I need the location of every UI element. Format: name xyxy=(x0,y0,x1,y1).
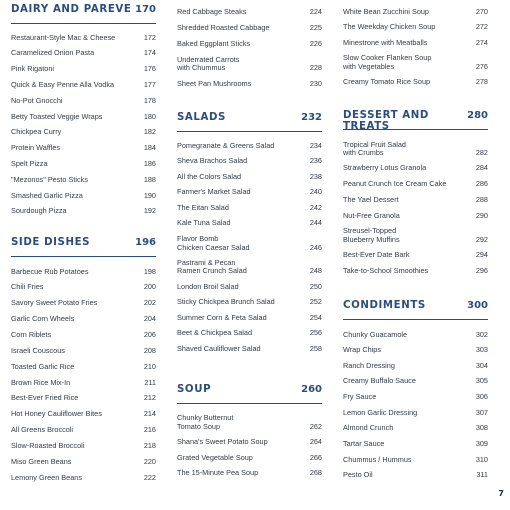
index-entry xyxy=(177,154,322,170)
recipe-page-number: 254 xyxy=(309,312,322,322)
section-dairy-and-pareve xyxy=(11,4,156,220)
index-entry xyxy=(343,4,488,20)
index-entry xyxy=(343,208,488,224)
recipe-title: All the Colors Salad xyxy=(177,171,242,181)
recipe-page-number: 311 xyxy=(476,470,488,480)
recipe-page-number: 309 xyxy=(475,439,488,448)
index-entry xyxy=(343,452,488,468)
recipe-title: Summer Corn & Feta Salad xyxy=(177,312,267,322)
recipe-title: No-Pot Gnocchi xyxy=(11,95,63,105)
section-header xyxy=(177,384,322,404)
recipe-page-number: 177 xyxy=(143,79,156,89)
index-entry xyxy=(177,185,322,201)
recipe-title: Chunky Guacamole xyxy=(343,329,408,339)
section-dessert-and-treats xyxy=(343,110,488,279)
section-header xyxy=(343,300,488,320)
section-soup xyxy=(177,384,322,482)
recipe-page-number: 270 xyxy=(475,6,488,16)
recipe-page-number: 306 xyxy=(475,392,488,402)
recipe-page-number: 212 xyxy=(143,393,156,403)
index-entry xyxy=(11,375,156,391)
recipe-page-number: 226 xyxy=(309,38,322,48)
recipe-page-number: 284 xyxy=(475,163,488,173)
index-entry xyxy=(11,454,156,470)
index-entry xyxy=(343,192,488,208)
recipe-page-number: 292 xyxy=(475,234,488,244)
index-entry xyxy=(11,264,156,280)
section-page-number: 196 xyxy=(135,237,156,248)
index-entry xyxy=(177,200,322,216)
section-page-number: 232 xyxy=(301,112,322,123)
recipe-page-number: 266 xyxy=(309,452,322,462)
recipe-page-number: 230 xyxy=(309,78,322,88)
recipe-title: Baked Eggplant Sticks xyxy=(177,38,251,48)
index-entry xyxy=(11,30,156,46)
recipe-page-number: 258 xyxy=(309,344,322,354)
recipe-title-line-2: Blueberry Muffins xyxy=(343,234,400,244)
section-salads xyxy=(177,112,322,357)
recipe-title: Shaved Cauliflower Salad xyxy=(177,344,261,354)
recipe-title: White Bean Zucchini Soup xyxy=(343,6,429,16)
index-entry xyxy=(11,125,156,141)
section-page-number: 170 xyxy=(135,4,156,15)
recipe-page-number: 272 xyxy=(475,22,488,32)
index-entry xyxy=(343,263,488,279)
recipe-title: Pomegranate & Greens Salad xyxy=(177,140,275,150)
recipe-title: Pink Rigatoni xyxy=(11,64,54,74)
recipe-page-number: 296 xyxy=(475,265,488,275)
recipe-title: Quick & Easy Penne Alla Vodka xyxy=(11,79,115,89)
index-entry xyxy=(177,295,322,311)
recipe-title: Shana's Sweet Potato Soup xyxy=(177,437,268,447)
section-soup-continued xyxy=(343,4,488,90)
recipe-page-number: 200 xyxy=(143,282,156,292)
index-entry xyxy=(11,438,156,454)
recipe-title: The Weekday Chicken Soup xyxy=(343,22,436,32)
section-title: SOUP xyxy=(177,384,212,395)
recipe-title: Chili Fries xyxy=(11,282,44,292)
recipe-title: Ranch Dressing xyxy=(343,360,395,370)
recipe-title: Red Cabbage Steaks xyxy=(177,6,247,16)
recipe-page-number: 182 xyxy=(143,127,156,137)
index-entry xyxy=(343,75,488,91)
recipe-title-line-1: Pastrami & Pecan xyxy=(177,257,236,267)
index-entry xyxy=(177,4,322,20)
recipe-title xyxy=(177,235,306,255)
index-entry xyxy=(343,137,488,161)
index-entry xyxy=(343,436,488,452)
recipe-title-line-2: Chicken Caesar Salad xyxy=(177,242,250,252)
recipe-title xyxy=(343,54,472,74)
index-entry xyxy=(343,390,488,406)
index-entry xyxy=(177,255,322,279)
index-entry xyxy=(177,76,322,92)
recipe-title: Corn Riblets xyxy=(11,330,52,339)
recipe-title-line-1: Tropical Fruit Salad xyxy=(343,139,406,149)
recipe-title: Strawberry Lotus Granola xyxy=(343,163,427,173)
recipe-page-number: 188 xyxy=(143,174,156,184)
index-entry xyxy=(11,312,156,328)
index-entry xyxy=(343,35,488,51)
recipe-page-number: 228 xyxy=(309,63,322,73)
section-vegetables-continued xyxy=(177,4,322,92)
recipe-page-number: 180 xyxy=(143,111,156,121)
index-entry xyxy=(177,232,322,256)
section-title: DESSERT AND TREATS xyxy=(343,110,429,132)
recipe-title: The 15-Minute Pea Soup xyxy=(177,468,259,478)
recipe-title: Betty Toasted Veggie Wraps xyxy=(11,111,103,121)
section-title: DAIRY AND PAREVE xyxy=(11,4,132,15)
index-entry xyxy=(11,156,156,172)
recipe-page-number: 204 xyxy=(143,314,156,324)
recipe-title: Sticky Chickpea Brunch Salad xyxy=(177,297,275,307)
section-page-number: 300 xyxy=(467,300,488,311)
recipe-page-number: 307 xyxy=(475,407,488,417)
page-number: 7 xyxy=(498,489,504,498)
recipe-page-number: 222 xyxy=(143,472,156,482)
recipe-page-number: 304 xyxy=(475,360,488,370)
recipe-page-number: 210 xyxy=(143,361,156,371)
index-entry xyxy=(343,374,488,390)
recipe-title: Grated Vegetable Soup xyxy=(177,452,253,462)
index-entry xyxy=(11,204,156,220)
section-title: CONDIMENTS xyxy=(343,300,426,311)
index-entry xyxy=(11,391,156,407)
recipe-title: Israeli Couscous xyxy=(11,345,65,355)
index-entry xyxy=(11,407,156,423)
index-entry xyxy=(11,172,156,188)
recipe-page-number: 305 xyxy=(475,376,488,386)
recipe-title: Chummus / Hummus xyxy=(343,454,412,464)
recipe-page-number: 216 xyxy=(143,425,156,435)
recipe-title: Lemony Green Beans xyxy=(11,472,82,482)
recipe-title: Slow-Roasted Broccoli xyxy=(11,440,85,450)
recipe-page-number: 248 xyxy=(309,266,322,276)
recipe-title: The Eitan Salad xyxy=(177,202,229,212)
section-page-number: 260 xyxy=(301,384,322,395)
recipe-title: Barbecue Rub Potatoes xyxy=(11,266,89,276)
index-entry xyxy=(177,169,322,185)
recipe-title: Creamy Tomato Rice Soup xyxy=(343,77,431,87)
recipe-title-line-2: with Chummus xyxy=(177,63,226,73)
recipe-title: Best-Ever Date Bark xyxy=(343,250,410,260)
recipe-title: Almond Crunch xyxy=(343,423,394,433)
recipe-title xyxy=(343,141,472,161)
recipe-page-number: 294 xyxy=(475,250,488,260)
recipe-title: Best-Ever Fried Rice xyxy=(11,393,79,403)
section-header xyxy=(11,237,156,257)
index-entry xyxy=(177,279,322,295)
recipe-title: Minestrone with Meatballs xyxy=(343,37,428,47)
recipe-title-line-2: with Crumbs xyxy=(343,148,384,158)
recipe-title: Hot Honey Cauliflower Bites xyxy=(11,409,102,419)
recipe-page-number: 278 xyxy=(475,77,488,87)
recipe-page-number: 310 xyxy=(475,454,488,464)
recipe-title: Protein Waffles xyxy=(11,143,61,153)
recipe-title xyxy=(343,227,472,247)
index-entry xyxy=(343,177,488,193)
index-entry xyxy=(11,46,156,62)
recipe-title: Lemon Garlic Dressing xyxy=(343,407,418,417)
index-entry xyxy=(343,327,488,343)
recipe-title: Pesto Oil xyxy=(343,470,373,480)
index-entry xyxy=(11,141,156,157)
index-entry xyxy=(177,216,322,232)
recipe-title-line-2: Tomato Soup xyxy=(177,422,220,432)
recipe-page-number: 198 xyxy=(143,266,156,276)
recipe-page-number: 211 xyxy=(144,377,156,387)
recipe-title-line-2: Ramen Crunch Salad xyxy=(177,266,247,276)
index-entry xyxy=(177,450,322,466)
recipe-page-number: 218 xyxy=(143,440,156,450)
index-entry xyxy=(177,20,322,36)
recipe-title-line-2: with Vegetables xyxy=(343,61,395,71)
section-title: SIDE DISHES xyxy=(11,237,91,248)
recipe-page-number: 202 xyxy=(143,298,156,308)
recipe-page-number: 238 xyxy=(309,171,322,181)
index-entry xyxy=(177,310,322,326)
recipe-title: London Broil Salad xyxy=(177,281,239,291)
recipe-page-number: 308 xyxy=(475,423,488,433)
recipe-title: Beet & Chickpea Salad xyxy=(177,328,253,338)
recipe-title: "Mezonos" Pesto Sticks xyxy=(11,174,88,184)
recipe-title: Take-to-School Smoothies xyxy=(343,265,429,275)
recipe-page-number: 176 xyxy=(143,64,156,74)
recipe-title: Shredded Roasted Cabbage xyxy=(177,22,270,32)
recipe-page-number: 252 xyxy=(309,297,322,307)
recipe-title: Smashed Garlic Pizza xyxy=(11,190,83,200)
recipe-title: Restaurant-Style Mac & Cheese xyxy=(11,32,116,42)
recipe-title xyxy=(177,259,306,279)
recipe-page-number: 220 xyxy=(143,456,156,466)
recipe-page-number: 178 xyxy=(143,95,156,105)
index-entry xyxy=(343,248,488,264)
recipe-title: Peanut Crunch Ice Cream Cake xyxy=(343,179,447,189)
recipe-title: Creamy Buffalo Sauce xyxy=(343,376,416,386)
index-entry xyxy=(11,93,156,109)
recipe-page-number: 256 xyxy=(309,328,322,338)
recipe-title xyxy=(177,56,306,76)
index-entry xyxy=(343,343,488,359)
recipe-page-number: 234 xyxy=(309,140,322,150)
recipe-title-line-1: Streusel-Topped xyxy=(343,226,397,236)
recipe-page-number: 186 xyxy=(143,158,156,168)
recipe-title: Spelt Pizza xyxy=(11,158,48,168)
index-entry xyxy=(11,188,156,204)
section-title: SALADS xyxy=(177,112,226,123)
recipe-page-number: 288 xyxy=(475,194,488,204)
recipe-page-number: 172 xyxy=(143,32,156,42)
recipe-title-line-1: Flavor Bomb xyxy=(177,233,219,243)
recipe-title: Savory Sweet Potato Fries xyxy=(11,298,98,308)
recipe-title: All Greens Broccoli xyxy=(11,425,74,435)
index-entry xyxy=(177,326,322,342)
index-entry xyxy=(177,36,322,52)
index-entry xyxy=(343,358,488,374)
recipe-page-number: 286 xyxy=(475,179,488,189)
index-entry xyxy=(177,52,322,76)
section-header xyxy=(11,4,156,24)
index-entry xyxy=(343,20,488,36)
index-entry xyxy=(11,280,156,296)
recipe-page-number: 190 xyxy=(143,190,156,200)
section-side-dishes xyxy=(11,237,156,486)
recipe-page-number: 242 xyxy=(309,202,322,212)
recipe-page-number: 274 xyxy=(475,37,488,47)
recipe-title: Brown Rice Mix-In xyxy=(11,377,71,387)
recipe-page-number: 290 xyxy=(475,210,488,220)
index-entry xyxy=(11,470,156,486)
index-entry xyxy=(343,468,488,484)
recipe-page-number: 276 xyxy=(475,61,488,71)
recipe-title-line-1: Underrated Carrots xyxy=(177,54,240,64)
recipe-title: Miso Green Beans xyxy=(11,456,72,466)
recipe-title: Caramelized Onion Pasta xyxy=(11,48,95,58)
recipe-title-line-1: Chunky Butternut xyxy=(177,413,234,423)
recipe-page-number: 225 xyxy=(309,22,322,32)
index-entry xyxy=(11,77,156,93)
index-entry xyxy=(177,138,322,154)
recipe-title: Sourdough Pizza xyxy=(11,206,67,216)
recipe-page-number: 240 xyxy=(309,187,322,197)
index-entry xyxy=(11,359,156,375)
recipe-page-number: 192 xyxy=(143,206,156,216)
section-header xyxy=(343,110,488,130)
section-condiments xyxy=(343,300,488,483)
index-entry xyxy=(11,62,156,78)
index-entry xyxy=(11,327,156,343)
index-entry xyxy=(11,422,156,438)
recipe-page-number: 208 xyxy=(143,345,156,355)
index-entry xyxy=(11,343,156,359)
index-entry xyxy=(343,224,488,248)
recipe-page-number: 244 xyxy=(309,218,322,228)
recipe-title: Nut-Free Granola xyxy=(343,210,400,220)
recipe-title: Sheet Pan Mushrooms xyxy=(177,78,252,88)
recipe-page-number: 302 xyxy=(475,329,488,339)
recipe-title: Garlic Corn Wheels xyxy=(11,314,75,324)
section-header xyxy=(177,112,322,132)
recipe-page-number: 224 xyxy=(309,6,322,16)
recipe-title: Fry Sauce xyxy=(343,392,377,402)
recipe-page-number: 184 xyxy=(143,143,156,153)
recipe-title: Wrap Chips xyxy=(343,345,381,355)
index-entry xyxy=(11,109,156,125)
recipe-page-number: 174 xyxy=(143,48,156,58)
recipe-title: Toasted Garlic Rice xyxy=(11,361,75,371)
index-entry xyxy=(343,421,488,437)
index-entry xyxy=(343,405,488,421)
recipe-title: Farmer's Market Salad xyxy=(177,187,251,197)
index-entry xyxy=(177,411,322,435)
index-entry xyxy=(177,466,322,482)
recipe-page-number: 250 xyxy=(309,281,322,291)
index-entry xyxy=(343,51,488,75)
recipe-page-number: 262 xyxy=(309,422,322,432)
recipe-page-number: 264 xyxy=(309,437,322,447)
recipe-title: The Yael Dessert xyxy=(343,194,399,204)
recipe-page-number: 268 xyxy=(309,468,322,478)
index-entry xyxy=(11,296,156,312)
section-page-number: 280 xyxy=(467,110,488,121)
recipe-page-number: 214 xyxy=(143,409,156,419)
recipe-page-number: 282 xyxy=(475,148,488,158)
recipe-title: Chickpea Curry xyxy=(11,127,62,137)
recipe-page-number: 236 xyxy=(309,156,322,166)
recipe-page-number: 206 xyxy=(143,330,156,339)
index-entry xyxy=(343,161,488,177)
recipe-title-line-1: Slow Cooker Flanken Soup xyxy=(343,53,432,63)
recipe-title xyxy=(177,414,306,434)
recipe-title: Sheva Brachos Salad xyxy=(177,156,248,166)
index-entry xyxy=(177,435,322,451)
recipe-title: Kale Tuna Salad xyxy=(177,218,231,228)
recipe-page-number: 246 xyxy=(309,242,322,252)
index-entry xyxy=(177,342,322,358)
recipe-title: Tartar Sauce xyxy=(343,439,385,448)
recipe-page-number: 303 xyxy=(475,345,488,355)
